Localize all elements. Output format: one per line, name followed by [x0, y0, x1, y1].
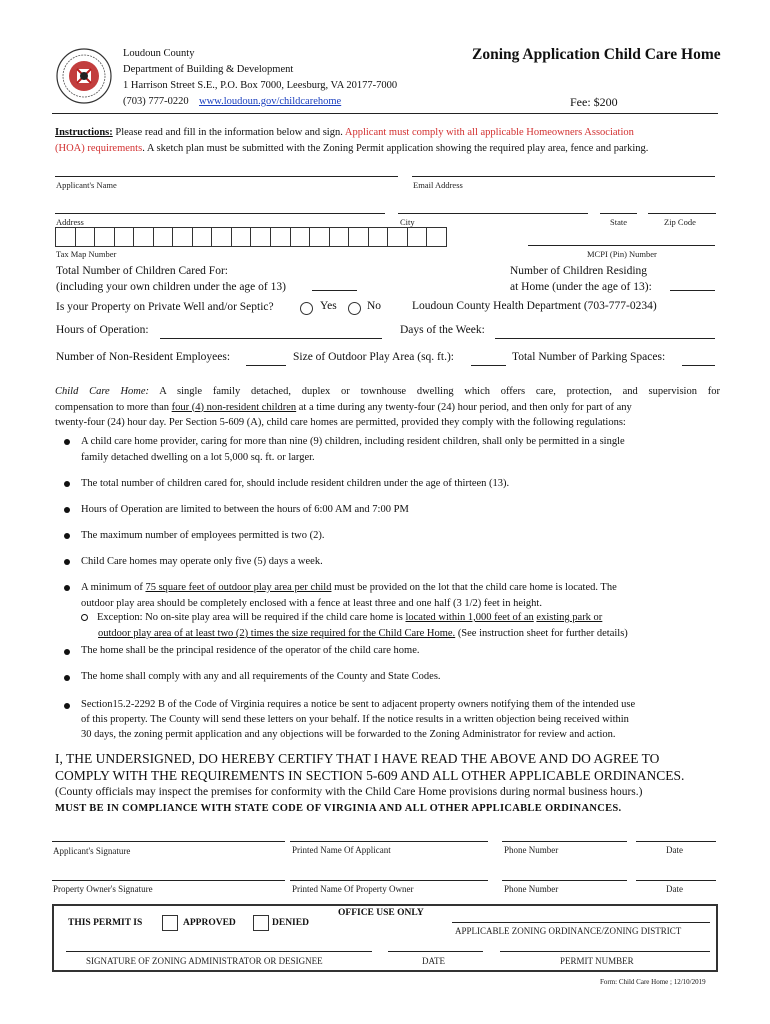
permit-number-label: PERMIT NUMBER [560, 956, 634, 966]
city-field[interactable] [398, 213, 588, 214]
applicant-name-label: Applicant's Name [56, 180, 117, 190]
applicant-signature-label: Applicant's Signature [53, 846, 131, 856]
printed-applicant-field[interactable] [290, 841, 488, 842]
administrator-signature-field[interactable] [66, 951, 372, 952]
org-website-link[interactable]: www.loudoun.gov/childcarehome [199, 96, 342, 107]
bullet [64, 439, 70, 445]
applicant-signature-field[interactable] [52, 841, 285, 842]
date-label-1: Date [666, 845, 683, 855]
org-name: Loudoun County [123, 48, 195, 59]
bullet [64, 585, 70, 591]
denied-label: DENIED [272, 918, 309, 928]
rule-principal-residence: The home shall be the principal residence of the operator of the child care home. [81, 645, 420, 656]
state-label: State [610, 217, 627, 227]
tax-map-label: Tax Map Number [56, 249, 117, 259]
bullet [64, 507, 70, 513]
tax-map-number-boxes[interactable] [55, 227, 447, 247]
applicant-name-field[interactable] [55, 176, 398, 177]
employees-label: Number of Non-Resident Employees: [56, 351, 231, 363]
form-title: Zoning Application Child Care Home [472, 46, 721, 63]
phone-field-1[interactable] [502, 841, 627, 842]
yes-label: Yes [320, 300, 337, 312]
address-field[interactable] [55, 213, 385, 214]
total-children-field[interactable] [312, 290, 357, 291]
resident-children-label: Number of Children Residing at Home (under the age of 13): [510, 265, 652, 293]
zoning-district-field[interactable] [452, 922, 710, 923]
rule-exception: Exception: No on-site play area will be required if the child care home is located within 1,000 feet of an existing park or outdoor play area of at least two (2) times the size required for the Child Care Home. (See instruction sheet for further details) [97, 612, 628, 639]
no-label: No [367, 300, 382, 312]
header-rule [52, 113, 718, 114]
org-address: 1 Harrison Street S.E., P.O. Box 7000, Leesburg, VA 20177-7000 [123, 80, 398, 91]
printed-owner-label: Printed Name Of Property Owner [292, 884, 414, 894]
bullet [64, 481, 70, 487]
rule-employees: The maximum number of employees permitted is two (2). [81, 530, 325, 541]
form-footer: Form: Child Care Home ; 12/10/2019 [600, 978, 706, 986]
email-label: Email Address [413, 180, 463, 190]
date-field-2[interactable] [636, 880, 716, 881]
date-label-2: Date [666, 884, 683, 894]
health-department: Loudoun County Health Department (703-777-0234) [412, 300, 657, 312]
rule-notice: Section15.2-2292 B of the Code of Virginia requires a notice be sent to adjacent property owners notifying them of the intended use of this property. The County will send these letters on your behalf. If the notice results in a written objection being received within 30 days, the zoning permit application and any objections will be forwarded to the Zoning Administrator for review and action. [81, 699, 636, 740]
parking-label: Total Number of Parking Spaces: [512, 351, 666, 363]
denied-checkbox[interactable] [253, 915, 269, 931]
address-label: Address [56, 217, 84, 227]
org-department: Department of Building & Development [123, 64, 294, 75]
administrator-signature-label: SIGNATURE OF ZONING ADMINISTRATOR OR DESIGNEE [86, 956, 323, 966]
resident-children-field[interactable] [670, 290, 715, 291]
date-field-1[interactable] [636, 841, 716, 842]
days-label: Days of the Week: [400, 324, 485, 336]
county-seal [55, 47, 113, 105]
mcpi-field[interactable] [528, 245, 715, 246]
bullet [64, 533, 70, 539]
city-label: City [400, 217, 415, 227]
rule-codes: The home shall comply with any and all requirements of the County and State Codes. [81, 671, 441, 682]
hours-label: Hours of Operation: [56, 324, 149, 336]
definition-paragraph: Child Care Home: A single family detached, duplex or townhouse dwelling which offers care, protection, and supervision for compensation to more than four (4) non-resident children at a time during any twenty-four (24) hour period, and then only for part of any twenty-four (24) hour day. Per Section 5-609 (A), child care homes are permitted, provided they comply with the following regulations: [55, 386, 720, 428]
yes-radio[interactable] [300, 302, 313, 315]
sub-bullet [81, 614, 88, 621]
instructions: Instructions: Please read and fill in the information below and sign. Applicant must comply with all applicable Homeowners Association (HOA) requirements. A sketch plan must be submitted with the Zoning Permit application showing the required play area, fence and parking. [55, 127, 649, 154]
certification: I, THE UNDERSIGNED, DO HEREBY CERTIFY THAT I HAVE READ THE ABOVE AND DO AGREE TO COMPLY WITH THE REQUIREMENTS IN SECTION 5-609 AND ALL OTHER APPLICABLE ORDINANCES. [55, 751, 685, 783]
rule-hours: Hours of Operation are limited to between the hours of 6:00 AM and 7:00 PM [81, 504, 409, 515]
rule-days: Child Care homes may operate only five (5) days a week. [81, 556, 323, 567]
owner-signature-field[interactable] [52, 880, 285, 881]
rule-lot-size: A child care home provider, caring for more than nine (9) children, including resident children, shall only be permitted in a single family detached dwelling on a lot 5,000 sq. ft. or larger. [81, 436, 625, 463]
office-use-only: OFFICE USE ONLY [338, 908, 424, 918]
zip-field[interactable] [648, 213, 716, 214]
printed-applicant-label: Printed Name Of Applicant [292, 845, 391, 855]
compliance-notice: MUST BE IN COMPLIANCE WITH STATE CODE OF VIRGINIA AND ALL OTHER APPLICABLE ORDINANCES. [55, 803, 622, 814]
office-date-field[interactable] [388, 951, 483, 952]
well-septic-question: Is your Property on Private Well and/or Septic? [56, 301, 274, 313]
bullet [64, 675, 70, 681]
play-area-label: Size of Outdoor Play Area (sq. ft.): [293, 351, 454, 363]
phone-label-2: Phone Number [504, 884, 559, 894]
email-field[interactable] [412, 176, 715, 177]
zip-label: Zip Code [664, 217, 696, 227]
bullet [64, 559, 70, 565]
office-date-label: DATE [422, 956, 445, 966]
employees-field[interactable] [246, 365, 286, 366]
days-field[interactable] [495, 338, 715, 339]
total-children-label: Total Number of Children Cared For: (including your own children under the age of 13) [56, 265, 286, 293]
hours-field[interactable] [160, 338, 382, 339]
play-area-field[interactable] [471, 365, 506, 366]
approved-label: APPROVED [183, 918, 236, 928]
fee: Fee: $200 [570, 95, 618, 109]
state-field[interactable] [600, 213, 637, 214]
rule-resident-children: The total number of children cared for, should include resident children under the age of thirteen (13). [81, 478, 510, 489]
zoning-district-label: APPLICABLE ZONING ORDINANCE/ZONING DISTRICT [455, 926, 682, 936]
bullet [64, 703, 70, 709]
parking-field[interactable] [682, 365, 715, 366]
inspection-note: (County officials may inspect the premises for conformity with the Child Care Home provisions during normal business hours.) [55, 786, 643, 798]
owner-signature-label: Property Owner's Signature [53, 884, 153, 894]
printed-owner-field[interactable] [290, 880, 488, 881]
phone-label-1: Phone Number [504, 845, 559, 855]
no-radio[interactable] [348, 302, 361, 315]
org-phone: (703) 777-0220 [123, 96, 189, 107]
permit-number-field[interactable] [500, 951, 710, 952]
approved-checkbox[interactable] [162, 915, 178, 931]
mcpi-label: MCPI (Pin) Number [587, 249, 657, 259]
permit-is-label: THIS PERMIT IS [68, 918, 143, 928]
bullet [64, 649, 70, 655]
phone-field-2[interactable] [502, 880, 627, 881]
rule-play-area: A minimum of 75 square feet of outdoor play area per child must be provided on the lot that the child care home is located. The outdoor play area should be completely enclosed with a fence at least three and one half (3 1/2) feet in height. [81, 582, 617, 609]
